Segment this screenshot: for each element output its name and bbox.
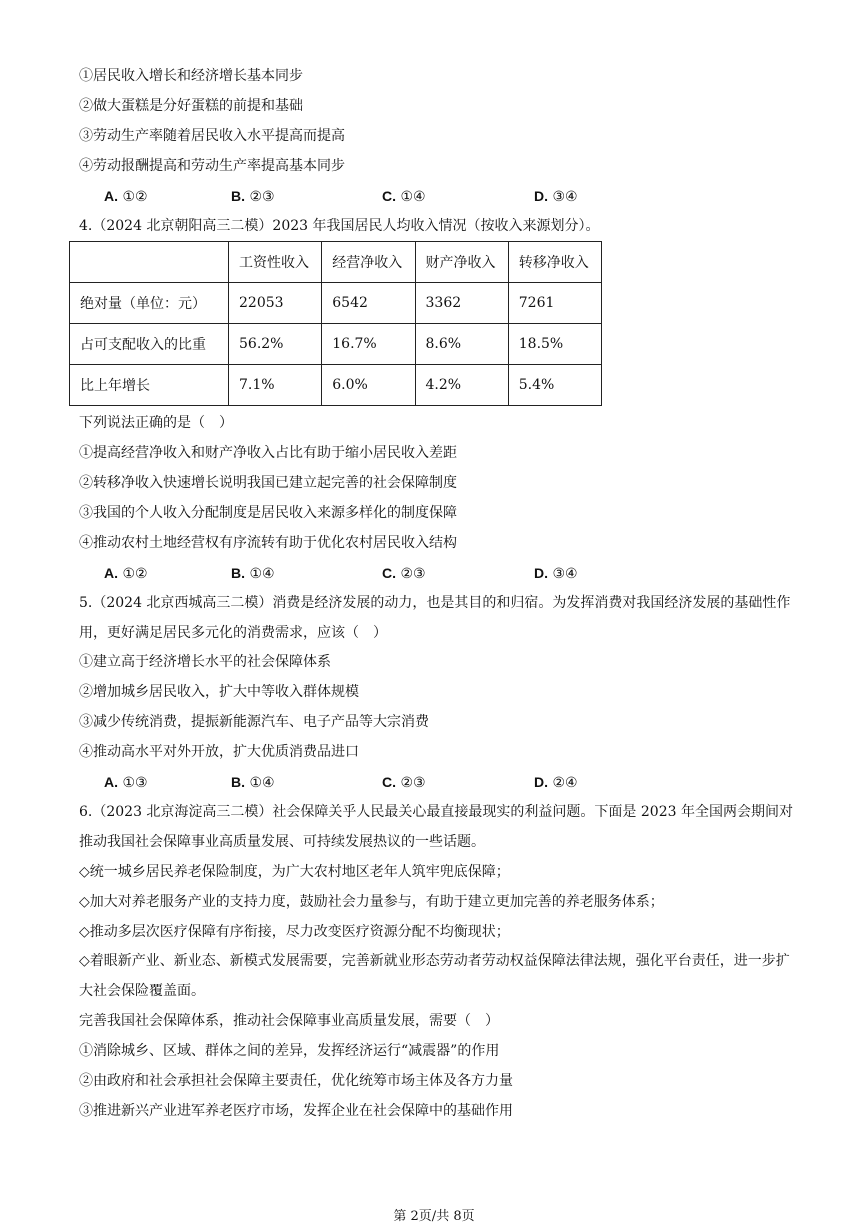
q5-choice-b[interactable]: B. ①④ — [231, 774, 275, 791]
table-cell: 7261 — [508, 283, 601, 324]
q3-option-2: ②做大蛋糕是分好蛋糕的前提和基础 — [79, 98, 303, 114]
q6-option-1: ①消除城乡、区域、群体之间的差异，发挥经济运行“减震器”的作用 — [79, 1043, 500, 1059]
q6-question: 完善我国社会保障体系，推动社会保障事业高质量发展，需要（ ） — [79, 1013, 499, 1029]
table-cell: 16.7% — [322, 324, 415, 365]
q5-option-3: ③减少传统消费，提振新能源汽车、电子产品等大宗消费 — [79, 714, 429, 730]
q5-option-4: ④推动高水平对外开放，扩大优质消费品进口 — [79, 744, 359, 760]
q4-choice-b[interactable]: B. ①④ — [231, 565, 275, 582]
q5-choice-a[interactable]: A. ①③ — [104, 774, 148, 791]
table-cell: 4.2% — [415, 365, 508, 406]
q5-choices — [104, 772, 804, 792]
q3-choice-b[interactable]: B. ②③ — [231, 188, 275, 205]
table-cell: 6542 — [322, 283, 415, 324]
q4-question: 下列说法正确的是（ ） — [79, 415, 233, 431]
table-header-row — [70, 242, 602, 283]
row-label: 占可支配收入的比重 — [70, 324, 229, 365]
q3-choice-a[interactable]: A. ①② — [104, 188, 148, 205]
table-cell: 22053 — [229, 283, 322, 324]
q4-choices — [104, 563, 804, 583]
q4-option-2: ②转移净收入快速增长说明我国已建立起完善的社会保障制度 — [79, 475, 457, 491]
q3-option-4: ④劳动报酬提高和劳动生产率提高基本同步 — [79, 158, 345, 174]
q6-topic-3: ◇推动多层次医疗保障有序衔接，尽力改变医疗资源分配不均衡现状； — [79, 924, 510, 940]
q5-choice-c[interactable]: C. ②③ — [382, 774, 426, 791]
q3-choice-c[interactable]: C. ①④ — [382, 188, 426, 205]
table-header: 工资性收入 — [229, 242, 322, 283]
q3-option-1: ①居民收入增长和经济增长基本同步 — [79, 68, 303, 84]
q6-topic-2: ◇加大对养老服务产业的支持力度，鼓励社会力量参与，有助于建立更加完善的养老服务体系； — [79, 894, 664, 910]
table-cell: 7.1% — [229, 365, 322, 406]
q5-choice-d[interactable]: D. ②④ — [534, 774, 578, 791]
table-row — [70, 283, 602, 324]
income-table — [69, 241, 602, 406]
q4-choice-a[interactable]: A. ①② — [104, 565, 148, 582]
table-cell: 6.0% — [322, 365, 415, 406]
q5-option-2: ②增加城乡居民收入，扩大中等收入群体规模 — [79, 684, 359, 700]
table-cell — [70, 242, 229, 283]
q3-choice-d[interactable]: D. ③④ — [534, 188, 578, 205]
page-number: 第 2页/共 8页 — [393, 1209, 475, 1224]
q6-option-3: ③推进新兴产业进军养老医疗市场，发挥企业在社会保障中的基础作用 — [79, 1103, 513, 1119]
q5-stem: 5.（2024 北京西城高三二模）消费是经济发展的动力，也是其目的和归宿。为发挥消费对我国经济发展的基础性作用，更好满足居民多元化的消费需求，应该（ ） — [79, 595, 791, 641]
q4-stem: 4.（2024 北京朝阳高三二模）2023 年我国居民人均收入情况（按收入来源划分）。 — [79, 218, 600, 234]
q6-option-2: ②由政府和社会承担社会保障主要责任，优化统筹市场主体及各方力量 — [79, 1073, 513, 1089]
q3-option-3: ③劳动生产率随着居民收入水平提高而提高 — [79, 128, 345, 144]
table-cell: 3362 — [415, 283, 508, 324]
q6-topic-1: ◇统一城乡居民养老保险制度，为广大农村地区老年人筑牢兜底保障； — [79, 864, 510, 880]
table-cell: 8.6% — [415, 324, 508, 365]
table-cell: 5.4% — [508, 365, 601, 406]
q6-stem: 6.（2023 北京海淀高三二模）社会保障关乎人民最关心最直接最现实的利益问题。下面是 2023 年全国两会期间对推动我国社会保障事业高质量发展、可持续发展热议的一些话题。 — [79, 804, 793, 850]
q6-topic-4: ◇着眼新产业、新业态、新模式发展需要，完善新就业形态劳动者劳动权益保障法律法规，强化平台责任，进一步扩大社会保险覆盖面。 — [79, 953, 790, 999]
table-header: 转移净收入 — [508, 242, 601, 283]
row-label: 比上年增长 — [70, 365, 229, 406]
table-cell: 56.2% — [229, 324, 322, 365]
table-header: 经营净收入 — [322, 242, 415, 283]
table-row — [70, 324, 602, 365]
q4-option-1: ①提高经营净收入和财产净收入占比有助于缩小居民收入差距 — [79, 445, 457, 461]
q4-choice-d[interactable]: D. ③④ — [534, 565, 578, 582]
q4-choice-c[interactable]: C. ②③ — [382, 565, 426, 582]
table-header: 财产净收入 — [415, 242, 508, 283]
q4-option-3: ③我国的个人收入分配制度是居民收入来源多样化的制度保障 — [79, 505, 457, 521]
row-label: 绝对量（单位：元） — [70, 283, 229, 324]
q4-option-4: ④推动农村土地经营权有序流转有助于优化农村居民收入结构 — [79, 535, 457, 551]
q3-choices — [104, 186, 804, 206]
q5-option-1: ①建立高于经济增长水平的社会保障体系 — [79, 654, 331, 670]
table-cell: 18.5% — [508, 324, 601, 365]
table-row — [70, 365, 602, 406]
